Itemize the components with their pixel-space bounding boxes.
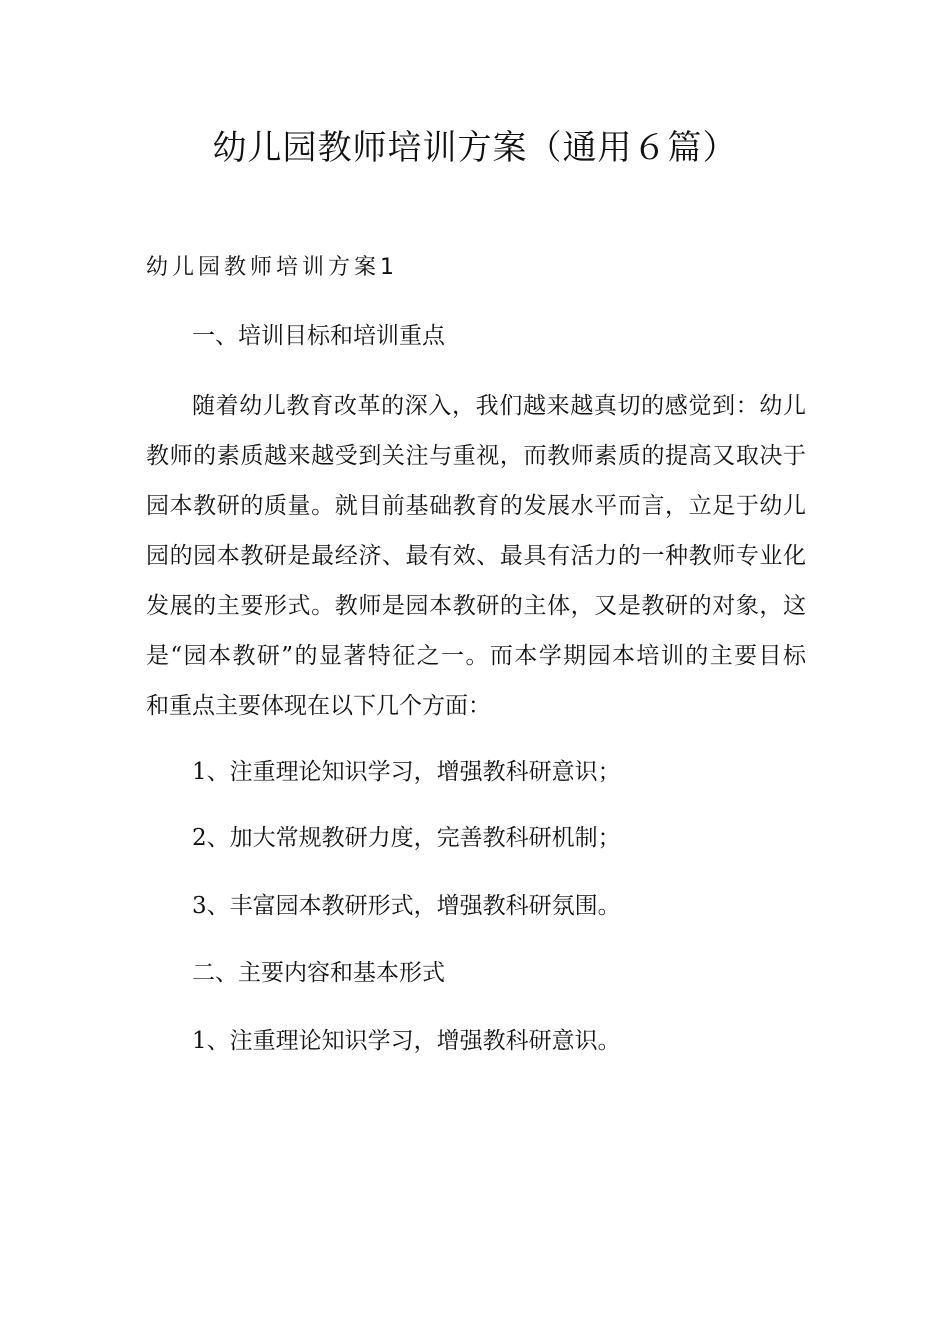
part2-item: 1、注重理论知识学习，增强教科研意识。 bbox=[192, 1028, 621, 1054]
section-heading: 幼儿园教师培训方案1 bbox=[146, 255, 398, 280]
intro-paragraph bbox=[146, 390, 806, 740]
paragraph-line: 发展的主要形式。教师是园本教研的主体，又是教研的对象，这 bbox=[146, 593, 806, 619]
paragraph-line: 和重点主要体现在以下几个方面： bbox=[146, 693, 491, 719]
goal-item: 1、注重理论知识学习，增强教科研意识； bbox=[192, 759, 621, 785]
paragraph-line: 园的园本教研是最经济、最有效、最具有活力的一种教师专业化 bbox=[146, 543, 806, 569]
document-title: 幼儿园教师培训方案（通用６篇） bbox=[212, 128, 738, 168]
part1-heading: 一、培训目标和培训重点 bbox=[192, 323, 445, 349]
goal-item: 2、加大常规教研力度，完善教科研机制； bbox=[192, 825, 621, 851]
goal-item: 3、丰富园本教研形式，增强教科研氛围。 bbox=[192, 893, 621, 919]
part2-heading: 二、主要内容和基本形式 bbox=[192, 960, 445, 986]
paragraph-line: 随着幼儿教育改革的深入，我们越来越真切的感觉到：幼儿 bbox=[192, 393, 806, 419]
paragraph-line: 是“园本教研”的显著特征之一。而本学期园本培训的主要目标 bbox=[146, 643, 806, 669]
paragraph-line: 园本教研的质量。就目前基础教育的发展水平而言，立足于幼儿 bbox=[146, 493, 806, 519]
paragraph-line: 教师的素质越来越受到关注与重视，而教师素质的提高又取决于 bbox=[146, 443, 806, 469]
